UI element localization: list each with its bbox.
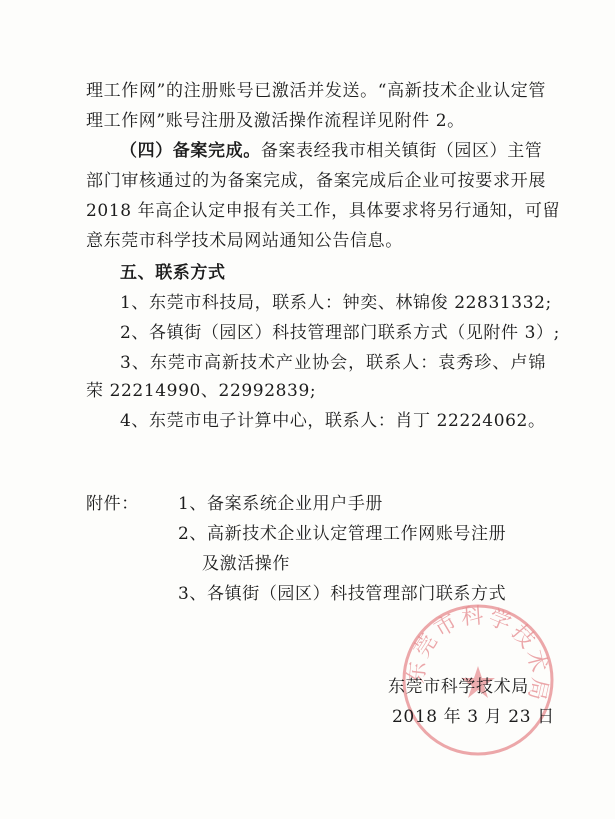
attachment-2: 2、高新技术企业认定管理工作网账号注册: [178, 524, 507, 544]
contact-1: 1、东莞市科技局，联系人：钟奕、林锦俊 22831332;: [120, 293, 552, 313]
contact-3-cont: 荣 22214990、22992839;: [86, 381, 317, 401]
seal-text: 东莞市科学技术局: [404, 603, 552, 706]
signature-date: 2018 年 3 月 23 日: [392, 707, 555, 727]
attachment-3: 3、各镇街（园区）科技管理部门联系方式: [178, 584, 507, 604]
body-line-4: 部门审核通过的为备案完成，备案完成后企业可按要求开展: [86, 171, 546, 191]
section-4-heading: （四）备案完成。: [120, 141, 261, 161]
section-4-text: 备案表经我市相关镇街（园区）主管: [260, 141, 543, 161]
contact-4: 4、东莞市电子计算中心，联系人：肖丁 22224062。: [120, 411, 546, 431]
body-line-2: 理工作网”账号注册及激活操作流程详见附件 2。: [86, 111, 465, 131]
body-line-5: 2018 年高企认定申报有关工作，具体要求将另行通知，可留: [86, 201, 561, 221]
signature-org: 东莞市科学技术局: [388, 677, 529, 697]
section-4-paragraph-first-line: [120, 140, 546, 162]
attachments-label: 附件：: [86, 494, 139, 514]
body-line-6: 意东莞市科学技术局网站通知公告信息。: [86, 231, 403, 251]
contact-2: 2、各镇街（园区）科技管理部门联系方式（见附件 3）;: [120, 323, 560, 343]
attachment-1: 1、备案系统企业用户手册: [178, 494, 384, 514]
section-5-heading: 五、联系方式: [120, 263, 226, 283]
contact-3: 3、东莞市高新技术产业协会，联系人：袁秀珍、卢锦: [120, 353, 546, 373]
attachment-2-cont: 及激活操作: [202, 554, 290, 574]
body-line-1: 理工作网”的注册账号已激活并发送。“高新技术企业认定管: [86, 81, 546, 101]
